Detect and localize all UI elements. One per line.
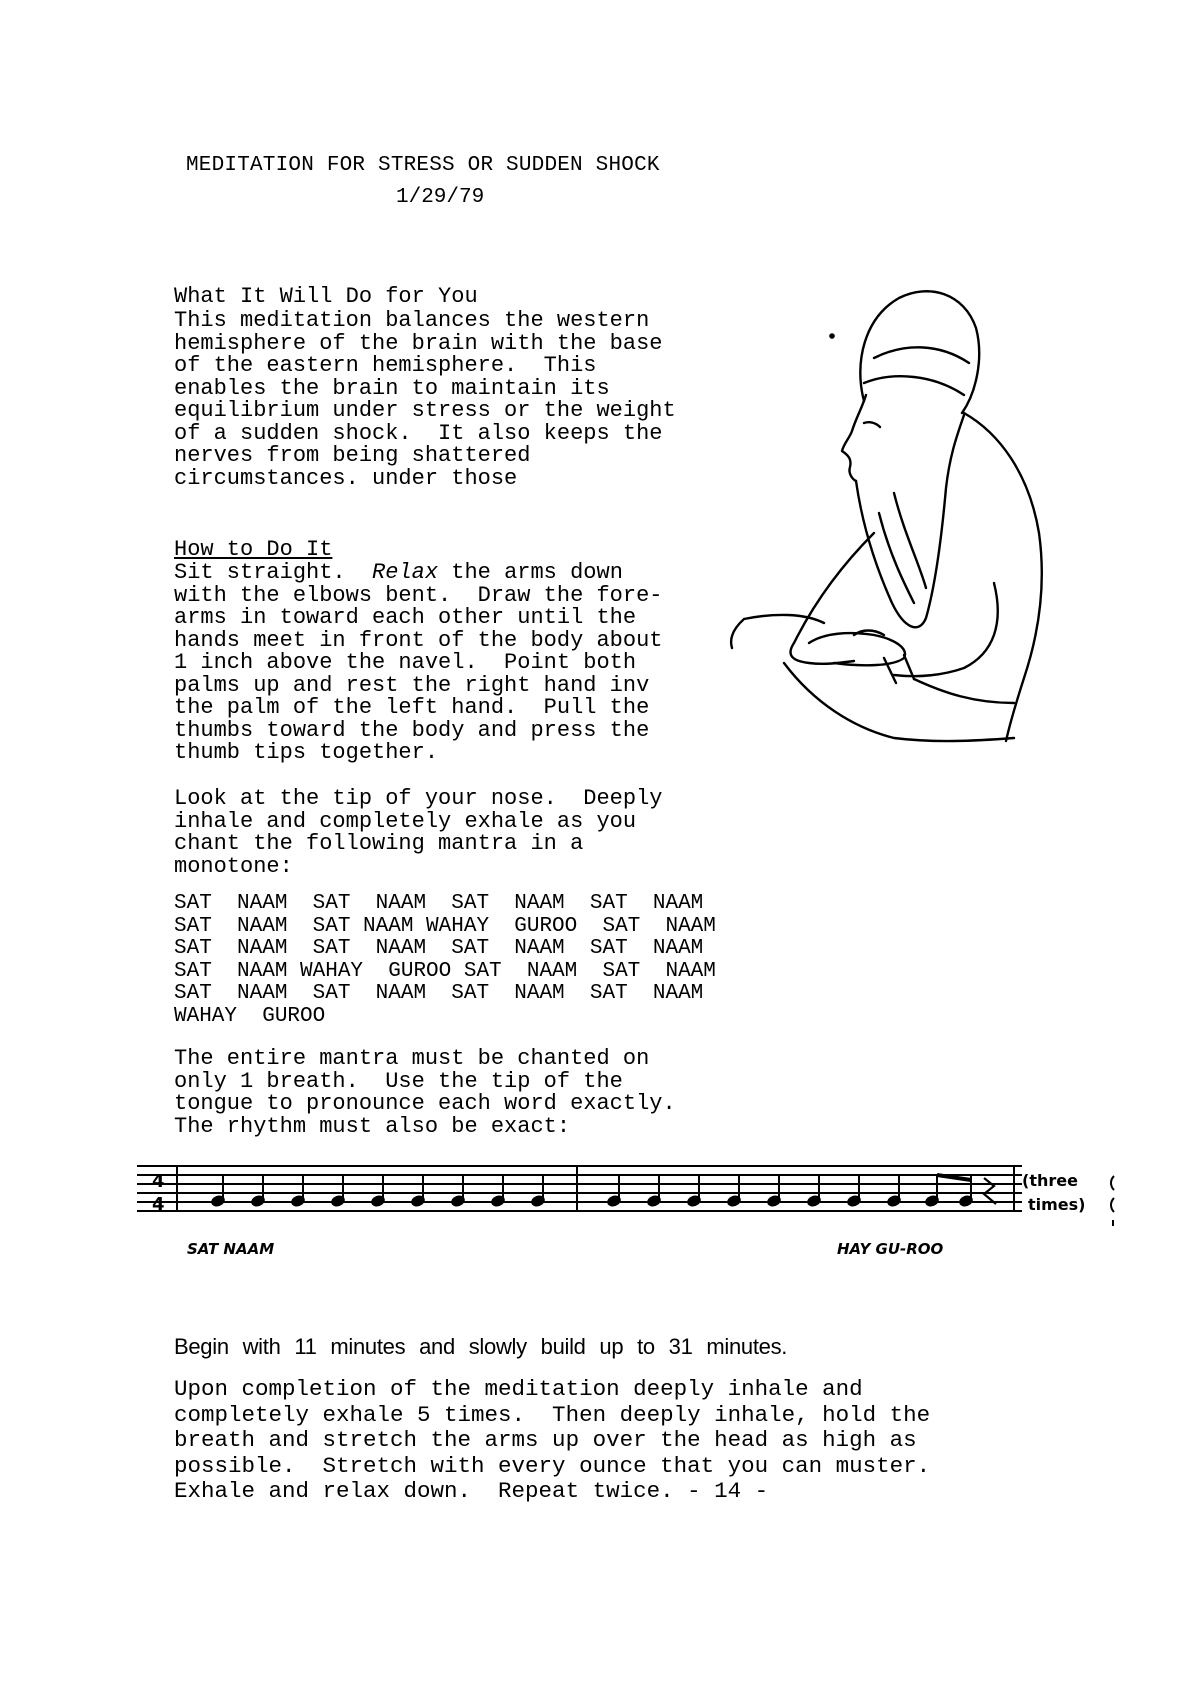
turban-fold-2 [864,376,964,395]
rhythm-paragraph: The entire mantra must be chanted on only 1 breath. Use the tip of the tongue to pronounce each word exactly. The rhythm must also be exact: [174,1046,676,1139]
left-arm [894,583,998,676]
note [371,1175,385,1207]
three-times-line-2: times) [1028,1195,1086,1214]
note [887,1175,901,1207]
note [807,1175,821,1207]
note [607,1175,621,1207]
note [767,1175,781,1207]
note [925,1175,939,1207]
chest-outline [794,533,874,643]
turban-outline [860,291,979,413]
completion-paragraph: Upon completion of the meditation deeply inhale and completely exhale 5 times. Then deeply inhale, hold the breath and stretch the arms up over the head as high as possible. Stretch with every ounce that you can muster. Exhale and relax down. Repeat twice. - 14 - [174,1376,931,1504]
turban-fold [874,347,969,363]
look-paragraph: Look at the tip of your nose. Deeply inhale and completely exhale as you chant the following mantra in a monotone: [174,786,663,879]
section-heading-instructions: How to Do It [174,537,333,562]
note [251,1175,265,1207]
ink-dot [830,334,833,337]
note [491,1175,505,1207]
note [451,1175,465,1207]
duration-instruction: Begin with 11 minutes and slowly build up to 31 minutes. [174,1334,788,1359]
time-signature-top: 4 [152,1171,165,1192]
note [411,1175,425,1207]
note [847,1175,861,1207]
notes-measure-1 [211,1175,545,1207]
back-outline [964,413,1042,741]
rest-mark [984,1178,996,1204]
three-times-line-1: (three [1022,1171,1078,1190]
hands [809,633,905,665]
page-title: MEDITATION FOR STRESS OR SUDDEN SHOCK [186,154,660,177]
margin-marks [1111,1176,1114,1226]
label-sat-naam: SAT NAAM [187,1240,275,1258]
note [727,1175,741,1207]
page-date: 1/29/79 [396,186,485,209]
meditator-illustration [714,283,1054,771]
rhythm-notation [132,1158,1122,1268]
instructions-paragraph: with the elbows bent. Draw the fore- arms in toward each other until the hands meet in front of the body about 1 inch above the navel. Point both palms up and rest the right hand inv the palm of the left hand. Pull the thumbs toward the body and press the thumb tips together. [174,582,663,765]
benefits-paragraph: This meditation balances the western hemisphere of the brain with the base of the eastern hemisphere. This enables the brain to maintain its equilibrium under stress or the weight of a sudden shock. It also keeps the nerves from being shattered circumstances. under those [174,308,676,491]
label-hay-guroo: HAY GU-ROO [837,1240,944,1258]
sleeve-cuff [884,655,914,683]
note [687,1175,701,1207]
note [331,1175,345,1207]
face-profile [842,395,866,481]
instructions-first-line [174,562,623,585]
right-arm [790,643,854,664]
mantra-block: SAT NAAM SAT NAAM SAT NAAM SAT NAAM SAT NAAM SAT NAAM WAHAY GUROO SAT NAAM SAT NAAM SAT NAAM SAT NAAM SAT NAAM SAT NAAM WAHAY GUROO SAT NAAM SAT NAAM SAT NAAM SAT NAAM SAT NAAM SAT NAAM WAHAY GUROO [174,892,716,1028]
note [531,1175,545,1207]
note [291,1175,305,1207]
section-heading-benefits: What It Will Do for You [174,284,478,309]
time-signature-bottom: 4 [152,1194,165,1215]
relax-word: Relax [372,560,439,585]
note [211,1175,225,1207]
instructions-first-line-end: the arms down [438,560,623,585]
eye [864,422,880,427]
note [647,1175,661,1207]
robe-line [914,679,1014,703]
instructions-first-line-start: Sit straight. [174,560,373,585]
